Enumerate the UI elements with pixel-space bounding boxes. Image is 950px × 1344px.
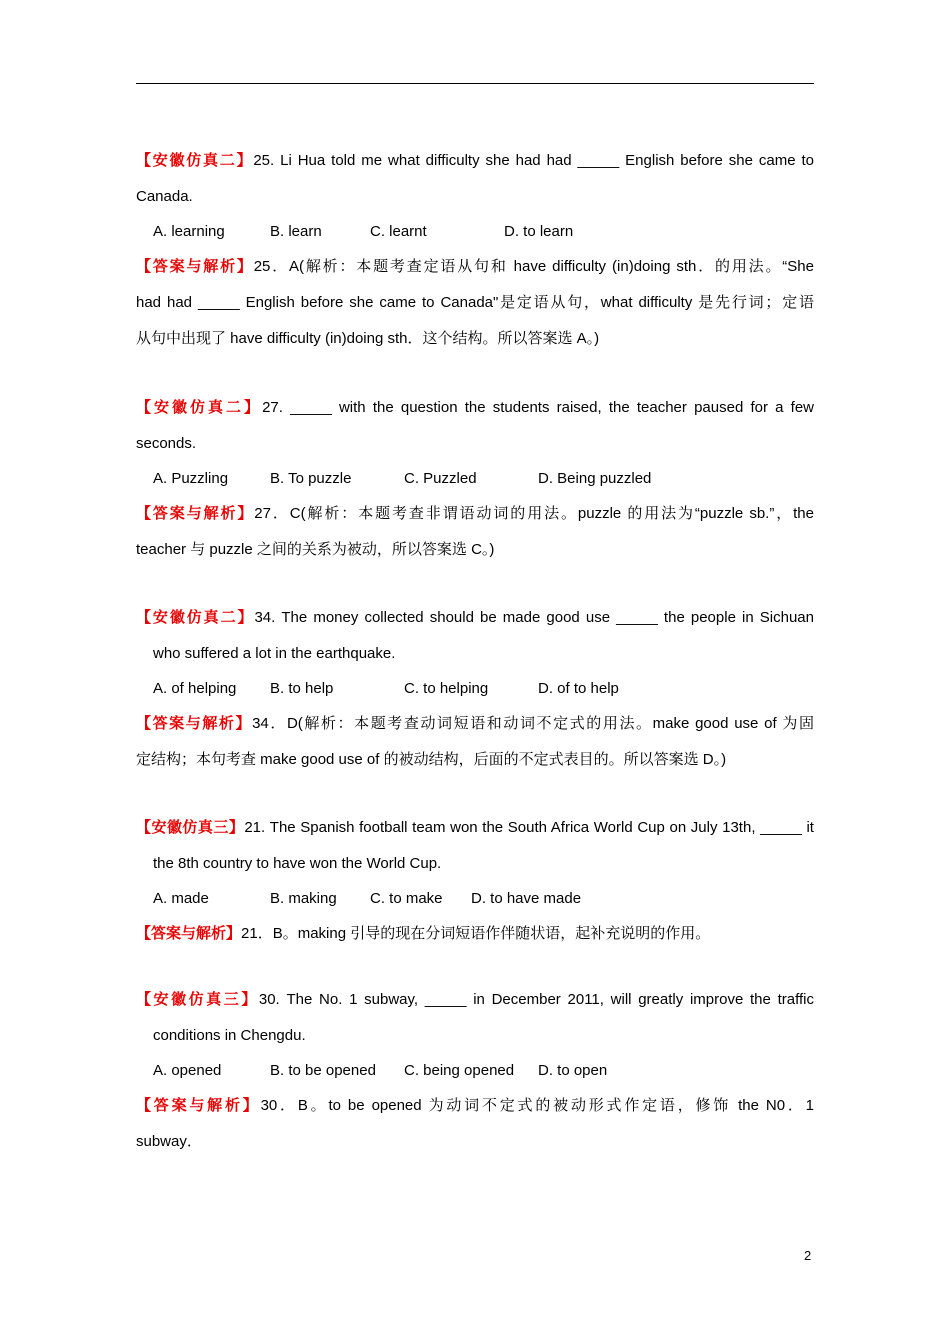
answer-line [136,706,814,742]
answer-text: 34．D(解析：本题考查动词短语和动词不定式的用法。make good use of 为固 [252,715,814,732]
question-line [136,810,814,846]
question-block-34 [136,600,814,778]
source-tag: 【安徽仿真二】 [136,609,255,626]
question-line [136,982,814,1018]
source-tag: 【安徽仿真三】 [136,991,259,1008]
header-rule [136,83,814,84]
answer-tag: 【答案与解析】 [136,505,255,522]
question-block-25 [136,143,814,357]
options-row [136,882,814,915]
option-c: C. to make [370,890,443,907]
options-row [136,1054,814,1087]
option-d: D. to have made [471,890,582,907]
question-line [136,390,814,426]
answer-line: subway． [136,1133,202,1150]
option-b: B. To puzzle [270,470,352,487]
answer-tag: 【答案与解析】 [136,1097,261,1114]
option-c: C. to helping [404,680,489,697]
answer-line [136,916,814,952]
question-block-30 [136,982,814,1160]
options-row [136,462,814,495]
question-block-21 [136,810,814,952]
option-b: B. making [270,890,337,907]
question-continuation: who suffered a lot in the earthquake. [153,645,396,662]
question-text: 30. The No. 1 subway, _____ in December 2011, will greatly improve the traffic [258,991,814,1008]
question-text: 25. Li Hua told me what difficulty she had had _____ English before she came to [253,152,814,169]
question-continuation: the 8th country to have won the World Cup. [153,855,442,872]
question-text: 21. The Spanish football team won the South Africa World Cup on July 13th, _____ it [244,819,814,836]
question-continuation: seconds. [136,435,197,452]
answer-line: 从句中出现了 have difficulty (in)doing sth．这个结构。所以答案选 A。) [136,330,600,347]
option-a: A. of helping [153,680,237,697]
answer-tag: 【答案与解析】 [136,925,242,942]
answer-tag: 【答案与解析】 [136,258,254,275]
option-c: C. Puzzled [404,470,477,487]
option-a: A. made [153,890,209,907]
option-d: D. to open [538,1062,608,1079]
answer-text: 25．A(解析：本题考查定语从句和 have difficulty (in)doing sth．的用法。“She [253,258,814,275]
question-text: 34. The money collected should be made good use _____ the people in Sichuan [254,609,814,626]
option-c: C. being opened [404,1062,515,1079]
source-tag: 【安徽仿真二】 [136,399,263,416]
answer-text: 27．C(解析：本题考查非谓语动词的用法。puzzle 的用法为“puzzle sb.”，the [254,505,814,522]
option-b: B. to be opened [270,1062,376,1079]
options-row [136,215,814,248]
page-number: 2 [804,1248,812,1263]
question-continuation: Canada. [136,188,193,205]
answer-line: had had _____ English before she came to Canada"是定语从句，what difficulty 是先行词；定语 [136,294,814,311]
option-a: A. learning [153,223,225,240]
option-a: A. opened [153,1062,222,1079]
answer-text: 30．B。to be opened 为动词不定式的被动形式作定语，修饰 the N0．1 [260,1097,814,1114]
option-d: D. of to help [538,680,619,697]
option-b: B. to help [270,680,334,697]
question-line [136,600,814,636]
answer-line [136,249,814,285]
answer-line [136,496,814,532]
question-text: 27. _____ with the question the students raised, the teacher paused for a few [262,399,814,416]
option-b: B. learn [270,223,322,240]
question-block-27 [136,390,814,568]
question-line [136,143,814,179]
option-c: C. learnt [370,223,427,240]
options-row [136,672,814,705]
answer-line: teacher 与 puzzle 之间的关系为被动，所以答案选 C。) [136,541,495,558]
option-a: A. Puzzling [153,470,229,487]
answer-text: 21．B。making 引导的现在分词短语作伴随状语，起补充说明的作用。 [241,925,711,942]
option-d: D. to learn [504,223,574,240]
answer-line: 定结构；本句考查 make good use of 的被动结构，后面的不定式表目的。所以答案选 D。) [136,751,727,768]
question-continuation: conditions in Chengdu. [153,1027,306,1044]
answer-line [136,1088,814,1124]
source-tag: 【安徽仿真二】 [136,152,254,169]
option-d: D. Being puzzled [538,470,652,487]
source-tag: 【安徽仿真三】 [136,819,245,836]
answer-tag: 【答案与解析】 [136,715,253,732]
